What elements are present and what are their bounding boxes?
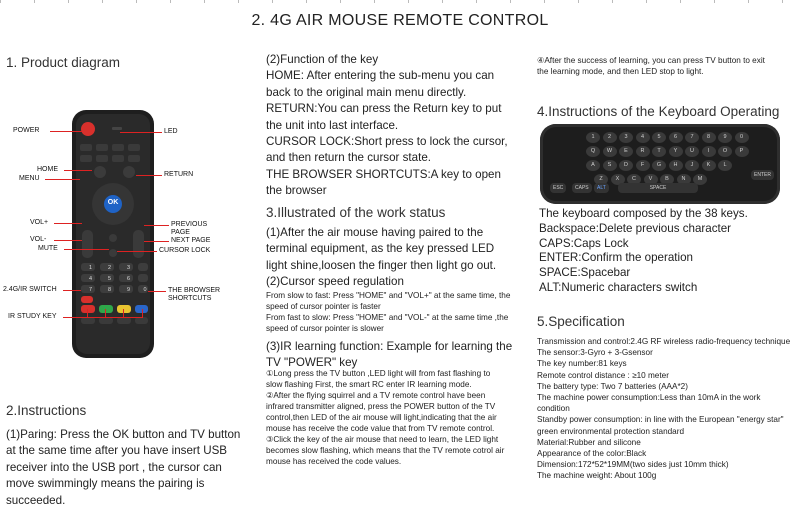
key-2: 2	[107, 265, 112, 271]
keyboard-line-4: ENTER:Confirm the operation	[539, 251, 694, 265]
keyboard-row-1: 1 2 3 4 5 6 7 8 9 0	[586, 132, 756, 146]
spec-line-1: Transmission and control:2.4G RF wireless radio-frequency technique	[537, 337, 791, 346]
key-7: 7	[88, 287, 93, 293]
keyboard-line-5: SPACE:Spacebar	[539, 266, 631, 280]
label-menu: MENU	[19, 175, 40, 182]
home-function: HOME: After entering the sub-menu you can back to the original main menu directly.	[266, 69, 495, 99]
return-button-shape	[123, 166, 135, 178]
key-4: 4	[88, 276, 93, 282]
product-diagram-heading: 1. Product diagram	[6, 55, 121, 70]
keyboard-row-3: A S D F G H J K L	[586, 160, 756, 174]
ir-step-4: ④After the success of learning, you can press TV button to exit the learning mode, and then LED stop to light.	[537, 56, 765, 76]
ok-button-label: OK	[107, 199, 119, 206]
enter-key: ENTER	[751, 170, 774, 180]
spec-line-10: Dimension:172*52*19MM(two sides just 10mm thick)	[537, 460, 729, 470]
keyboard-line-2: Backspace:Delete previous character	[539, 221, 732, 235]
label-cursor-lock: CURSOR LOCK	[159, 247, 211, 254]
browser-shortcuts-function: THE BROWSER SHORTCUTS:A key to open the browser	[266, 167, 501, 198]
ir-step-1: ①Long press the TV button ,LED light will from fast flashing to slow flashing First, the smart RC enter IR learning mode.	[266, 369, 491, 389]
spec-line-7: Standby power consumption: in line with the European "energy star" green environmental protection standard	[537, 415, 784, 436]
spec-line-11: The machine weight: About 100g	[537, 471, 657, 481]
key-1: 1	[88, 265, 93, 271]
top-dotted-border	[0, 0, 800, 3]
keyboard-illustration	[540, 124, 780, 204]
keyboard-heading: 4.Instructions of the Keyboard Operating	[537, 104, 780, 119]
spec-line-4: Remote control distance : ≥10 meter	[537, 370, 669, 380]
ir-step-3: ③Click the key of the air mouse that need to learn, the LED light becomes slow flashing, which means that the TV remote cotrol air mouse has received the code values.	[266, 435, 505, 466]
space-key: SPACE	[618, 183, 698, 193]
speed-fast-to-slow: From fast to slow: Press "HOME" and "VOL-" at the same time ,the speed of cursor pointer is slower	[266, 313, 509, 333]
spec-line-3: The key number:81 keys	[537, 359, 627, 369]
label-home: HOME	[37, 166, 58, 173]
spec-line-5: The battery type: Two 7 batteries (AAA*2)	[537, 381, 688, 391]
keyboard-row-2: Q W E R T Y U I O P	[586, 146, 756, 160]
label-return: RETURN	[164, 171, 194, 178]
specification-heading: 5.Specification	[537, 314, 625, 329]
led-shape	[112, 127, 122, 130]
label-power: POWER	[13, 127, 40, 134]
label-previous-page: PREVIOUS PAGE	[171, 221, 208, 236]
ir-steps	[266, 368, 506, 467]
key-function-section	[266, 52, 520, 200]
spec-line-9: Appearance of the color:Black	[537, 449, 647, 459]
instructions-heading: 2.Instructions	[6, 403, 87, 418]
key-8: 8	[107, 287, 112, 293]
keyboard-keys	[586, 132, 756, 188]
instructions-text: (1)Paring: Press the OK button and TV button at the same time after you have insert USB receiver into the USB port , the cursor can move swimmingly means the pairing is succeeded.	[6, 428, 241, 507]
home-button-shape	[94, 166, 106, 178]
alt-key: ALT	[594, 183, 609, 193]
speed-heading: (2)Cursor speed regulation	[266, 275, 404, 288]
label-vol-up: VOL+	[30, 219, 49, 226]
ir-step-2: ②After the flying squirrel and a TV remote control have been infrared transmitter aligned, press the POWER button of the TV control,then LED of the air mouse will light,indicating that the air mouse has receive the code value that from TV remote control.	[266, 391, 497, 433]
key-9: 9	[126, 287, 131, 293]
label-next-page: NEXT PAGE	[171, 237, 211, 244]
remote-control-diagram	[0, 110, 260, 360]
label-mute: MUTE	[38, 245, 58, 252]
spec-line-6: The machine power consumption:Less than 10mA in the work condition	[537, 393, 761, 414]
number-keys	[81, 263, 153, 296]
keyboard-instructions	[539, 207, 789, 296]
ir-learning-heading: (3)IR learning function: Example for learning the TV "POWER" key	[266, 340, 513, 370]
specification-list	[537, 336, 792, 482]
esc-key: ESC	[550, 183, 566, 193]
caps-key: CAPS	[572, 183, 592, 193]
work-status-heading: 3.Illustrated of the work status	[266, 205, 446, 220]
speed-section	[266, 290, 518, 334]
keyboard-line-3: CAPS:Caps Lock	[539, 236, 629, 250]
keyboard-line-6: ALT:Numeric characters switch	[539, 280, 698, 294]
key-6: 6	[126, 276, 131, 282]
remote-control-illustration	[0, 110, 260, 360]
spec-line-8: Material:Rubber and silicone	[537, 437, 641, 447]
keyboard-line-1: The keyboard composed by the 38 keys.	[539, 207, 748, 220]
power-button-shape	[81, 122, 95, 136]
page-title: 2. 4G AIR MOUSE REMOTE CONTROL	[251, 12, 549, 29]
label-led: LED	[164, 128, 178, 135]
key-0: 0	[143, 287, 147, 293]
label-ir-switch: 2.4G/IR SWITCH	[3, 286, 57, 293]
keyboard-row-4: Z X C V B N M	[586, 174, 756, 188]
key-3: 3	[126, 265, 131, 271]
key-function-heading: (2)Function of the key	[266, 53, 379, 66]
key-5: 5	[107, 276, 112, 282]
speed-slow-to-fast: From slow to fast: Press "HOME" and "VOL+" at the same time, the speed of cursor pointer is faster	[266, 291, 511, 311]
work-status-intro: (1)After the air mouse having paired to the terminal equipment, as the key pressed LED light shine,loosen the finger then light go out.	[266, 226, 497, 272]
spec-line-2: The sensor:3-Gyro + 3-Gsensor	[537, 348, 653, 358]
label-vol-down: VOL-	[30, 236, 47, 243]
cursor-lock-function: CURSOR LOCK:Short press to lock the cursor, and then return the cursor state.	[266, 135, 508, 165]
label-ir-study-key: IR STUDY KEY	[8, 313, 57, 320]
return-function: RETURN:You can press the Return key to put the unit into last interface.	[266, 102, 502, 132]
label-browser-shortcuts: THE BROWSER SHORTCUTS	[168, 287, 221, 302]
